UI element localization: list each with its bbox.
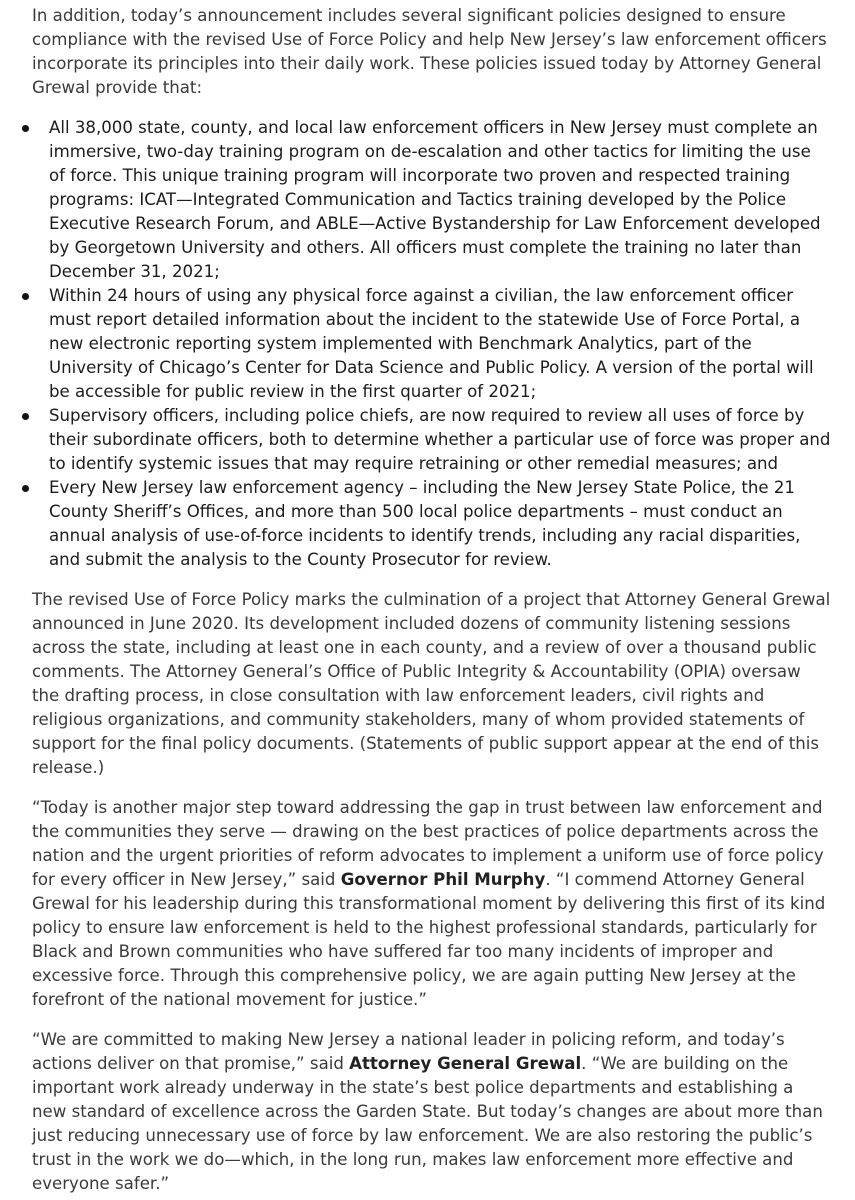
list-item: [32, 476, 831, 572]
intro-paragraph: In addition, today’s announcement includes several significant policies designed to ensure compliance with the revised Use of Force Policy and help New Jersey’s law enforcement officers incorporate its principles into their daily work. These policies issued today by Attorney General Grewal provide that:: [32, 6, 827, 97]
bullet-text: Supervisory officers, including police chiefs, are now required to review all uses of force by their subordinate officers, both to determine whether a particular use of force was proper and to identify systemic issues that may require retraining or other remedial measures; and: [49, 406, 831, 473]
murphy-quote-paragraph: [32, 796, 831, 1012]
bullet-text: Within 24 hours of using any physical force against a civilian, the law enforcement officer must report detailed information about the incident to the statewide Use of Force Portal, a new electronic reporting system implemented with Benchmark Analytics, part of the University of Chicago’s Center for Data Science and Public Policy. A version of the portal will be accessible for public review in the first quarter of 2021;: [49, 286, 814, 401]
list-item: [32, 116, 831, 284]
grewal-quote-before: “We are committed to making New Jersey a national leader in policing reform, and today’s actions deliver on that promise,” said: [32, 1030, 785, 1073]
grewal-quote-paragraph: [32, 1028, 831, 1196]
bullet-text: Every New Jersey law enforcement agency – including the New Jersey State Police, the 21 County Sheriff’s Offices, and more than 500 local police departments – must conduct an annual analysis of use-of-force incidents to identify trends, including any racial disparities, and submit the analysis to the County Prosecutor for review.: [49, 478, 801, 569]
murphy-speaker-name: Governor Phil Murphy: [340, 870, 546, 889]
bullet-text: All 38,000 state, county, and local law enforcement officers in New Jersey must complete an immersive, two-day training program on de-escalation and other tactics for limiting the use of force. This unique training program will incorporate two proven and respected training programs: ICAT—Integrated Communication and Tactics training developed by the Police Executive Research Forum, and ABLE—Active Bystandership for Law Enforcement developed by Georgetown University and others. All officers must complete the training no later than December 31, 2021;: [49, 118, 821, 281]
policy-bullet-list: [32, 116, 831, 572]
list-item: [32, 284, 831, 404]
culmination-paragraph: The revised Use of Force Policy marks the culmination of a project that Attorney General Grewal announced in June 2020. Its development included dozens of community listening sessions across the state, including at least one in each county, and a review of over a thousand public comments. The Attorney General’s Office of Public Integrity & Accountability (OPIA) oversaw the drafting process, in close consultation with law enforcement leaders, civil rights and religious organizations, and community stakeholders, many of whom provided statements of support for the final policy documents. (Statements of public support appear at the end of this release.): [32, 590, 831, 777]
list-item: [32, 404, 831, 476]
bullet-icon: [22, 413, 29, 420]
murphy-quote-after: . “I commend Attorney General Grewal for his leadership during this transformational moment by delivering this first of its kind policy to ensure law enforcement is held to the highest professional standards, particularly for Black and Brown communities who have suffered far too many incidents of improper and excessive force. Through this comprehensive policy, we are again putting New Jersey at the forefront of the national movement for justice.”: [32, 870, 826, 1009]
grewal-speaker-name: Attorney General Grewal: [349, 1054, 582, 1073]
bullet-icon: [22, 125, 29, 132]
bullet-icon: [22, 293, 29, 300]
bullet-icon: [22, 485, 29, 492]
grewal-quote-after: . “We are building on the important work already underway in the state’s best police departments and establishing a new standard of excellence across the Garden State. But today’s changes are about more than just reducing unnecessary use of force by law enforcement. We are also restoring the public’s trust in the work we do—which, in the long run, makes law enforcement more effective and everyone safer.”: [32, 1054, 823, 1193]
murphy-quote-before: “Today is another major step toward addressing the gap in trust between law enforcement and the communities they serve — drawing on the best practices of police departments across the nation and the urgent priorities of reform advocates to implement a uniform use of force policy for every officer in New Jersey,” said: [32, 798, 824, 889]
